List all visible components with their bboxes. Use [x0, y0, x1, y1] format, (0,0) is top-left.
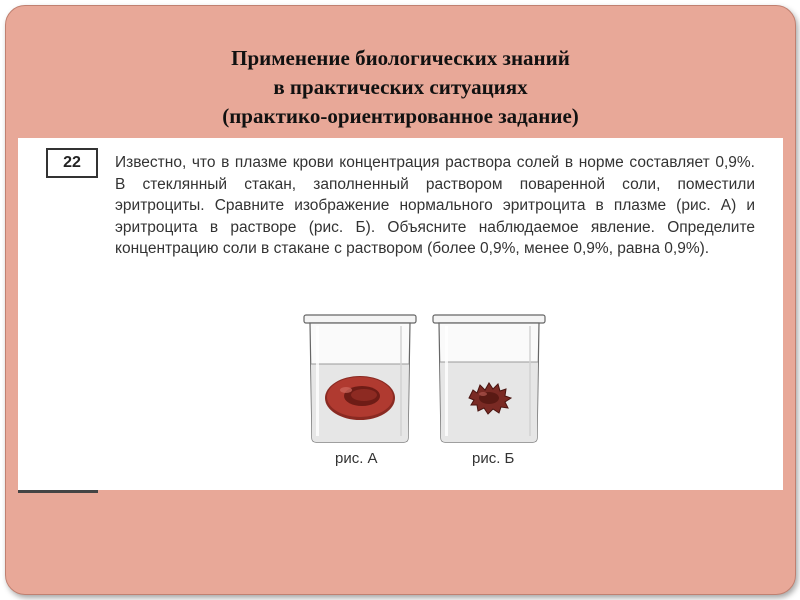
glass-b-figure: [431, 314, 547, 444]
glass-a: [304, 315, 416, 442]
figure-b-caption: рис. Б: [472, 450, 515, 467]
slide-title: [6, 44, 795, 131]
task-text: Известно, что в плазме крови концентрация раствора солей в норме составляет 0,9%. В стеклянный стакан, заполненный раствором поваренной соли, поместили эритроциты. Сравните изображение нормального эритроцита в плазме (рис. А) и эритроцита в растворе (рис. Б). Объясните наблюдаемое явление. Определите концентрацию соли в стакане с раствором (более 0,9%, менее 0,9%, равна 0,9%).: [115, 154, 755, 257]
title-line-2: в практических ситуациях: [273, 75, 528, 99]
task-number-box: 22: [46, 148, 98, 178]
glass-b: [433, 315, 545, 442]
next-task-box-edge: [18, 490, 98, 493]
title-line-1: Применение биологических знаний: [231, 46, 570, 70]
task-image: [18, 138, 783, 490]
glass-a-figure: [302, 314, 418, 444]
figure-a-caption: рис. А: [335, 450, 378, 467]
title-line-3: (практико-ориентированное задание): [222, 104, 579, 128]
